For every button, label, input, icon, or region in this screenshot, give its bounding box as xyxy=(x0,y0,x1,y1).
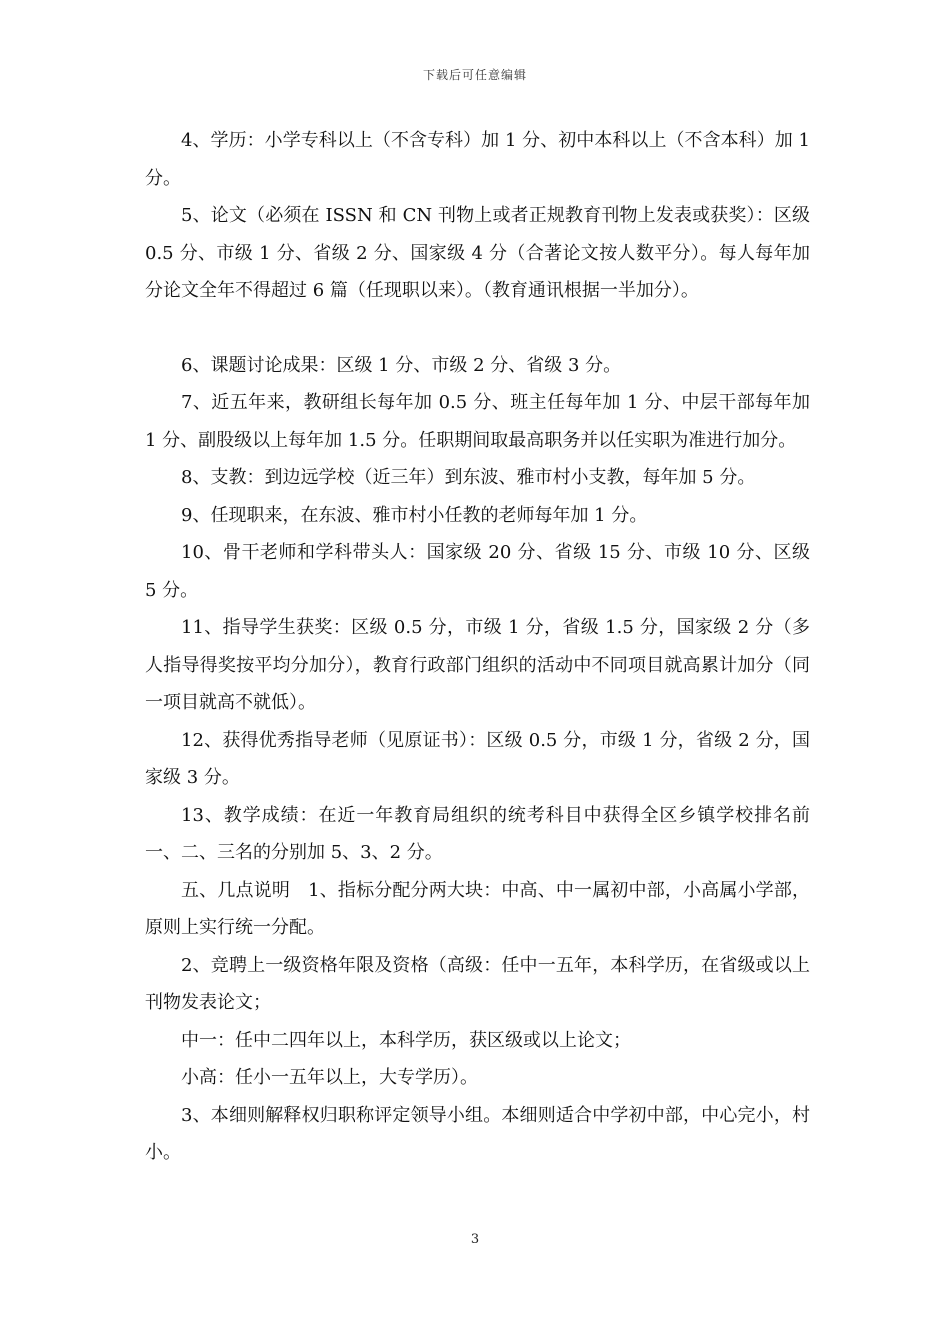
item-10-key-teachers: 10、骨干老师和学科带头人：国家级 20 分、省级 15 分、市级 10 分、区级 5 分。 xyxy=(145,542,810,601)
item-9-village-schools: 9、任现职来，在东波、雅市村小任教的老师每年加 1 分。 xyxy=(181,504,648,526)
note-2-qualifications: 2、竞聘上一级资格年限及资格（高级：任中一五年，本科学历，在省级或以上刊物发表论文； xyxy=(145,954,810,1013)
item-11-student-awards: 11、指导学生获奖：区级 0.5 分，市级 1 分，省级 1.5 分，国家级 2 分（多人指导得奖按平均分加分），教育行政部门组织的活动中不同项目就高累计加分（同一项目就高不就低）。 xyxy=(145,617,810,713)
item-7-positions: 7、近五年来，教研组长每年加 0.5 分、班主任每年加 1 分、中层干部每年加 1 分、副股级以上每年加 1.5 分。任职期间取最高职务并以任实职为准进行加分。 xyxy=(145,392,810,451)
item-5-papers: 5、论文（必须在 ISSN 和 CN 刊物上或者正规教育刊物上发表或获奖）：区级 0.5 分、市级 1 分、省级 2 分、国家级 4 分（合著论文按人数平分）。每人每年加分论文全年不得超过 6 篇（任现职以来）。（教育通讯根据一半加分）。 xyxy=(145,205,810,301)
item-6-research: 6、课题讨论成果：区级 1 分、市级 2 分、省级 3 分。 xyxy=(181,354,622,376)
document-body xyxy=(145,122,810,1172)
note-3-interpretation: 3、本细则解释权归职称评定领导小组。本细则适合中学初中部，中心完小，村小。 xyxy=(145,1104,810,1163)
item-13-teaching-results: 13、教学成绩：在近一年教育局组织的统考科目中获得全区乡镇学校排名前一、二、三名的分别加 5、3、2 分。 xyxy=(145,804,810,863)
note-2-primary-senior: 小高：任小一五年以上，大专学历）。 xyxy=(181,1067,478,1088)
paragraph-gap xyxy=(145,310,810,347)
page-number: 3 xyxy=(470,1232,480,1247)
note-2-middle-first: 中一：任中二四年以上，本科学历，获区级或以上论文； xyxy=(181,1029,631,1051)
page-header: 下载后可任意编辑 xyxy=(422,68,527,82)
item-8-rural-teaching: 8、支教：到边远学校（近三年）到东波、雅市村小支教，每年加 5 分。 xyxy=(181,467,756,488)
item-12-excellent-advisor: 12、获得优秀指导老师（见原证书）：区级 0.5 分，市级 1 分，省级 2 分，国家级 3 分。 xyxy=(145,729,810,788)
section-5-notes: 五、几点说明 1、指标分配分两大块：中高、中一属初中部，小高属小学部，原则上实行统一分配。 xyxy=(145,879,810,938)
item-4-education: 4、学历：小学专科以上（不含专科）加 1 分、初中本科以上（不含本科）加 1 分。 xyxy=(145,130,810,189)
